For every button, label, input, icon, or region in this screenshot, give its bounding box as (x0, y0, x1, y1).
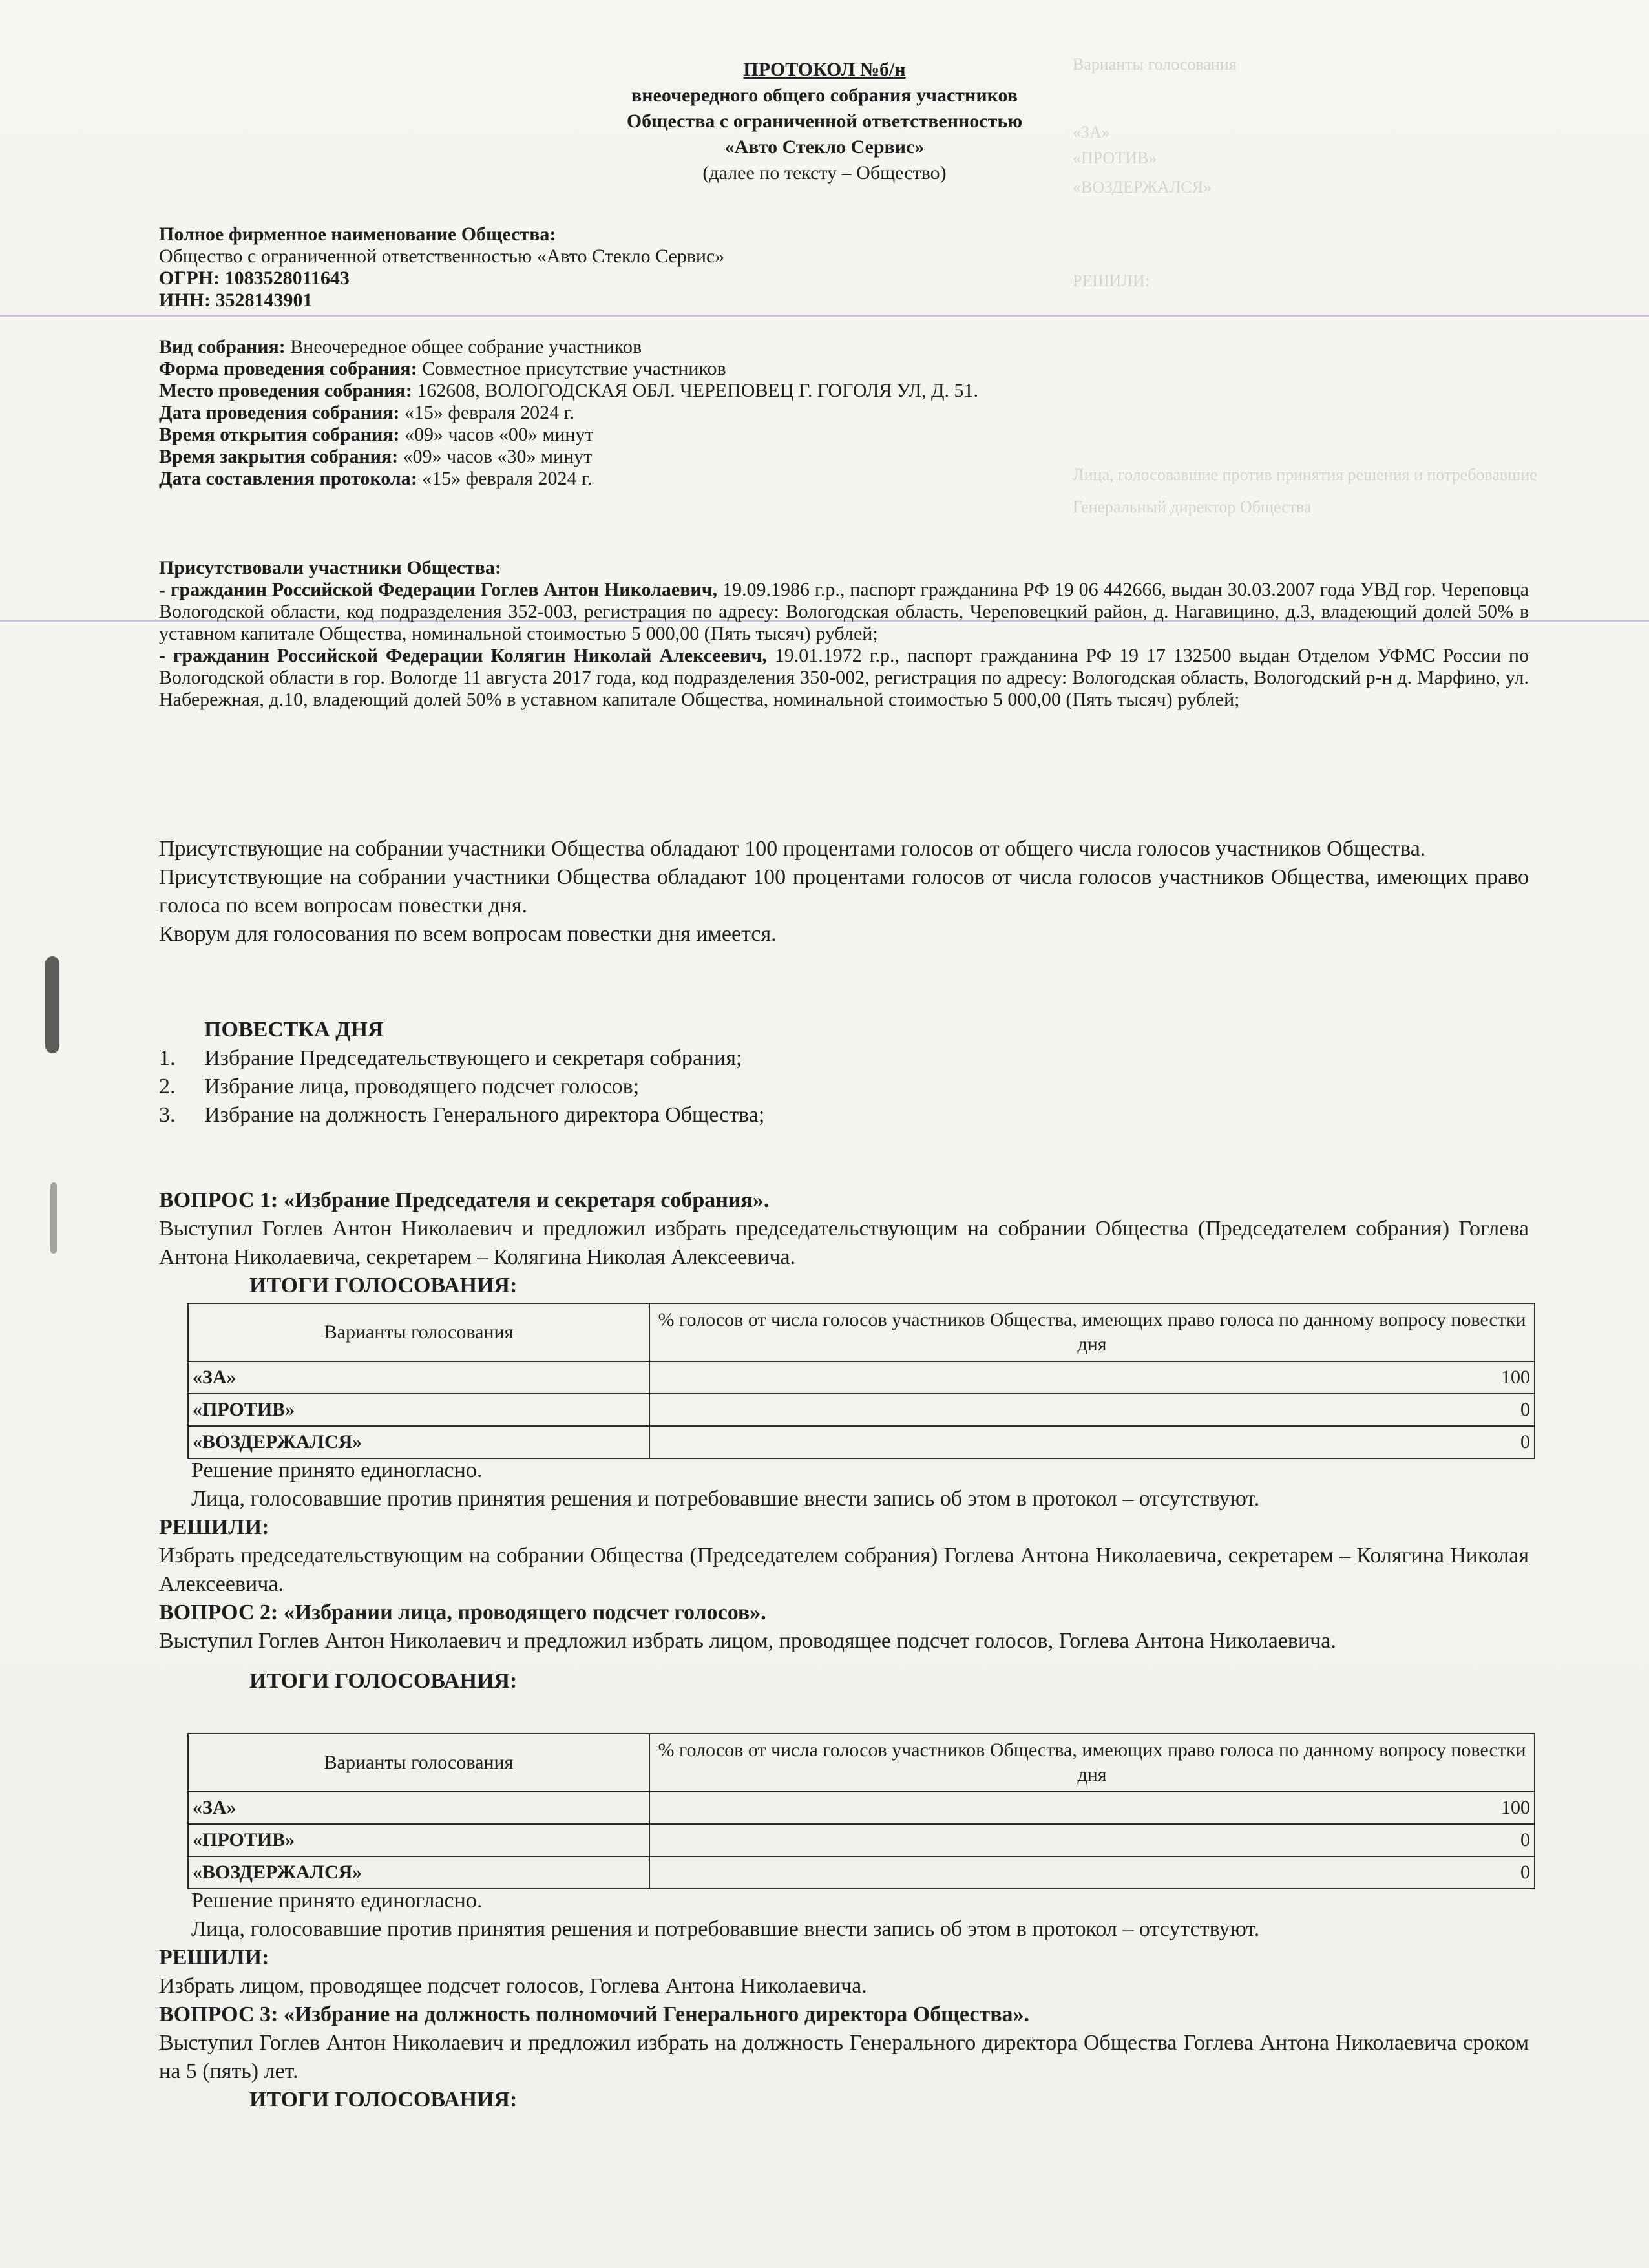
bleed-through-text: «ЗА» (1073, 123, 1110, 142)
document-header (0, 57, 1649, 186)
question-3-results-title: ИТОГИ ГОЛОСОВАНИЯ: (249, 2088, 518, 2112)
question-2-decision: Решение принято единогласно. (191, 1889, 483, 1913)
scan-artifact-line (0, 315, 1649, 317)
participants-section (159, 557, 1529, 711)
vote-col-options: Варианты голосования (188, 1303, 649, 1361)
vote-col-options: Варианты голосования (188, 1734, 649, 1792)
scan-edge-mark (50, 1182, 57, 1254)
question-1-resolved: Избрать председательствующим на собрании Общества (Председателем собрания) Гоглева Антона Николаевича, секретарем – Колягина Николая Алексеевича. (159, 1544, 1529, 1596)
meeting-close-time: Время закрытия собрания: «09» часов «30» минут (159, 446, 593, 467)
bleed-through-text: РЕШИЛИ: (1073, 271, 1150, 290)
company-info (159, 224, 1529, 311)
vote-row-against: «ПРОТИВ» 0 (188, 1394, 1535, 1426)
question-1-dissent: Лица, голосовавшие против принятия решения и потребовавшие внести запись об этом в протокол – отсутствуют. (191, 1487, 1260, 1511)
quorum-total: Присутствующие на собрании участники Общества обладают 100 процентами голосов от общего числа голосов участников Общества. (159, 837, 1426, 861)
vote-col-percent: % голосов от числа голосов участников Общества, имеющих право голоса по данному вопросу повестки дня (649, 1734, 1535, 1792)
meeting-place: Место проведения собрания: 162608, ВОЛОГОДСКАЯ ОБЛ. ЧЕРЕПОВЕЦ Г. ГОГОЛЯ УЛ, Д. 51. (159, 380, 978, 401)
agenda-section (159, 1016, 1529, 1129)
quorum-voting: Присутствующие на собрании участники Общества обладают 100 процентами голосов от числа голосов участников Общества, имеющих право голоса по всем вопросам повестки дня. (159, 865, 1529, 918)
question-1-results-title: ИТОГИ ГОЛОСОВАНИЯ: (249, 1274, 518, 1297)
quorum-section (159, 835, 1529, 949)
agenda-item: 2. Избрание лица, проводящего подсчет голосов; (159, 1075, 640, 1098)
question-1-resolved-title: РЕШИЛИ: (159, 1515, 269, 1539)
question-2-speech: Выступил Гоглев Антон Николаевич и предложил избрать лицом, проводящее подсчет голосов, Гоглева Антона Николаевича. (159, 1629, 1336, 1653)
agenda-item: 1. Избрание Председательствующего и секретаря собрания; (159, 1046, 742, 1070)
doc-subtitle-meeting: внеочередного общего собрания участников (631, 85, 1018, 106)
vote-col-percent: % голосов от числа голосов участников Общества, имеющих право голоса по данному вопросу повестки дня (649, 1303, 1535, 1361)
meeting-type: Вид собрания: Внеочередное общее собрание участников (159, 336, 642, 357)
question-2-resolved-title: РЕШИЛИ: (159, 1946, 269, 1969)
company-ogrn: ОГРН: 1083528011643 (159, 268, 350, 289)
scan-edge-mark (45, 956, 59, 1053)
vote-row-for: «ЗА» 100 (188, 1361, 1535, 1394)
question-2-vote-table (187, 1733, 1535, 1889)
question-3-title: ВОПРОС 3: «Избрание на должность полномочий Генерального директора Общества». (159, 2002, 1030, 2026)
question-2-title: ВОПРОС 2: «Избрании лица, проводящего подсчет голосов». (159, 1601, 766, 1624)
meeting-details (159, 336, 1529, 490)
meeting-open-time: Время открытия собрания: «09» часов «00» минут (159, 424, 594, 445)
participant-1: - гражданин Российской Федерации Гоглев Антон Николаевич, 19.09.1986 г.р., паспорт гражданина РФ 19 06 442666, выдан 30.03.2007 года УВД гор. Череповца Вологодской области, код подразделения 352-003, регистрация по адресу: Вологодская область, Череповецкий район, д. Нагавицино, д.3, владеющий долей 50% в уставном капитале Общества, номинальной стоимостью 5 000,00 (Пять тысяч) рублей; (159, 579, 1529, 644)
doc-title: ПРОТОКОЛ №б/н (743, 59, 906, 80)
quorum-statement: Кворум для голосования по всем вопросам повестки дня имеется. (159, 922, 777, 946)
question-2-outcome (159, 1887, 1529, 2000)
bleed-through-text: «ПРОТИВ» (1073, 149, 1157, 167)
protocol-date: Дата составления протокола: «15» февраля 2024 г. (159, 468, 593, 489)
question-1-section (159, 1186, 1529, 1300)
question-2-resolved: Избрать лицом, проводящее подсчет голосов, Гоглева Антона Николаевича. (159, 1974, 867, 1998)
vote-row-abstain: «ВОЗДЕРЖАЛСЯ» 0 (188, 1426, 1535, 1458)
meeting-date: Дата проведения собрания: «15» февраля 2024 г. (159, 402, 575, 423)
doc-subtitle-alias: (далее по тексту – Общество) (702, 162, 947, 184)
question-1-vote-table (187, 1303, 1535, 1459)
meeting-form: Форма проведения собрания: Совместное присутствие участников (159, 358, 726, 379)
agenda-title: ПОВЕСТКА ДНЯ (204, 1018, 384, 1042)
company-full-name: Общество с ограниченной ответственностью «Авто Стекло Сервис» (159, 246, 725, 267)
doc-subtitle-company-form: Общества с ограниченной ответственностью (626, 110, 1023, 132)
question-1-decision: Решение принято единогласно. (191, 1458, 483, 1482)
vote-row-for: «ЗА» 100 (188, 1792, 1535, 1824)
doc-subtitle-company-name: «Авто Стекло Сервис» (724, 136, 925, 158)
bleed-through-text: Лица, голосовавшие против принятия решения и потребовавшие (1073, 465, 1537, 484)
bleed-through-text: Генеральный директор Общества (1073, 498, 1312, 516)
question-1-outcome (159, 1456, 1529, 1599)
participant-2: - гражданин Российской Федерации Колягин Николай Алексеевич, 19.01.1972 г.р., паспорт гражданина РФ 19 17 132500 выдан Отделом УФМС России по Вологодской области в гор. Вологде 11 августа 2017 года, код подразделения 350-002, регистрация по адресу: Вологодская область, Вологодский р-н д. Марфино, ул. Набережная, д.10, владеющий долей 50% в уставном капитале Общества, номинальной стоимостью 5 000,00 (Пять тысяч) рублей; (159, 645, 1529, 710)
question-2-results-title: ИТОГИ ГОЛОСОВАНИЯ: (249, 1669, 518, 1693)
bleed-through-text: «ВОЗДЕРЖАЛСЯ» (1073, 178, 1212, 196)
question-1-speech: Выступил Гоглев Антон Николаевич и предложил избрать председательствующим на собрании Общества (Председателем собрания) Гоглева Антона Николаевича, секретарем – Колягина Николая Алексеевича. (159, 1217, 1529, 1269)
question-3-speech: Выступил Гоглев Антон Николаевич и предложил избрать на должность Генерального директора Общества Гоглева Антона Николаевича сроком на 5 (пять) лет. (159, 2031, 1529, 2083)
company-inn: ИНН: 3528143901 (159, 289, 313, 311)
question-2-section (159, 1599, 1529, 1696)
vote-row-against: «ПРОТИВ» 0 (188, 1824, 1535, 1856)
bleed-through-text: Варианты голосования (1073, 55, 1237, 74)
agenda-item: 3. Избрание на должность Генерального директора Общества; (159, 1103, 765, 1127)
question-1-title: ВОПРОС 1: «Избрание Председателя и секретаря собрания». (159, 1188, 770, 1212)
question-3-section (159, 2000, 1529, 2114)
question-2-dissent: Лица, голосовавшие против принятия решения и потребовавшие внести запись об этом в протокол – отсутствуют. (191, 1917, 1260, 1941)
vote-row-abstain: «ВОЗДЕРЖАЛСЯ» 0 (188, 1856, 1535, 1889)
company-full-name-label: Полное фирменное наименование Общества: (159, 224, 556, 245)
participants-heading: Присутствовали участники Общества: (159, 557, 501, 578)
